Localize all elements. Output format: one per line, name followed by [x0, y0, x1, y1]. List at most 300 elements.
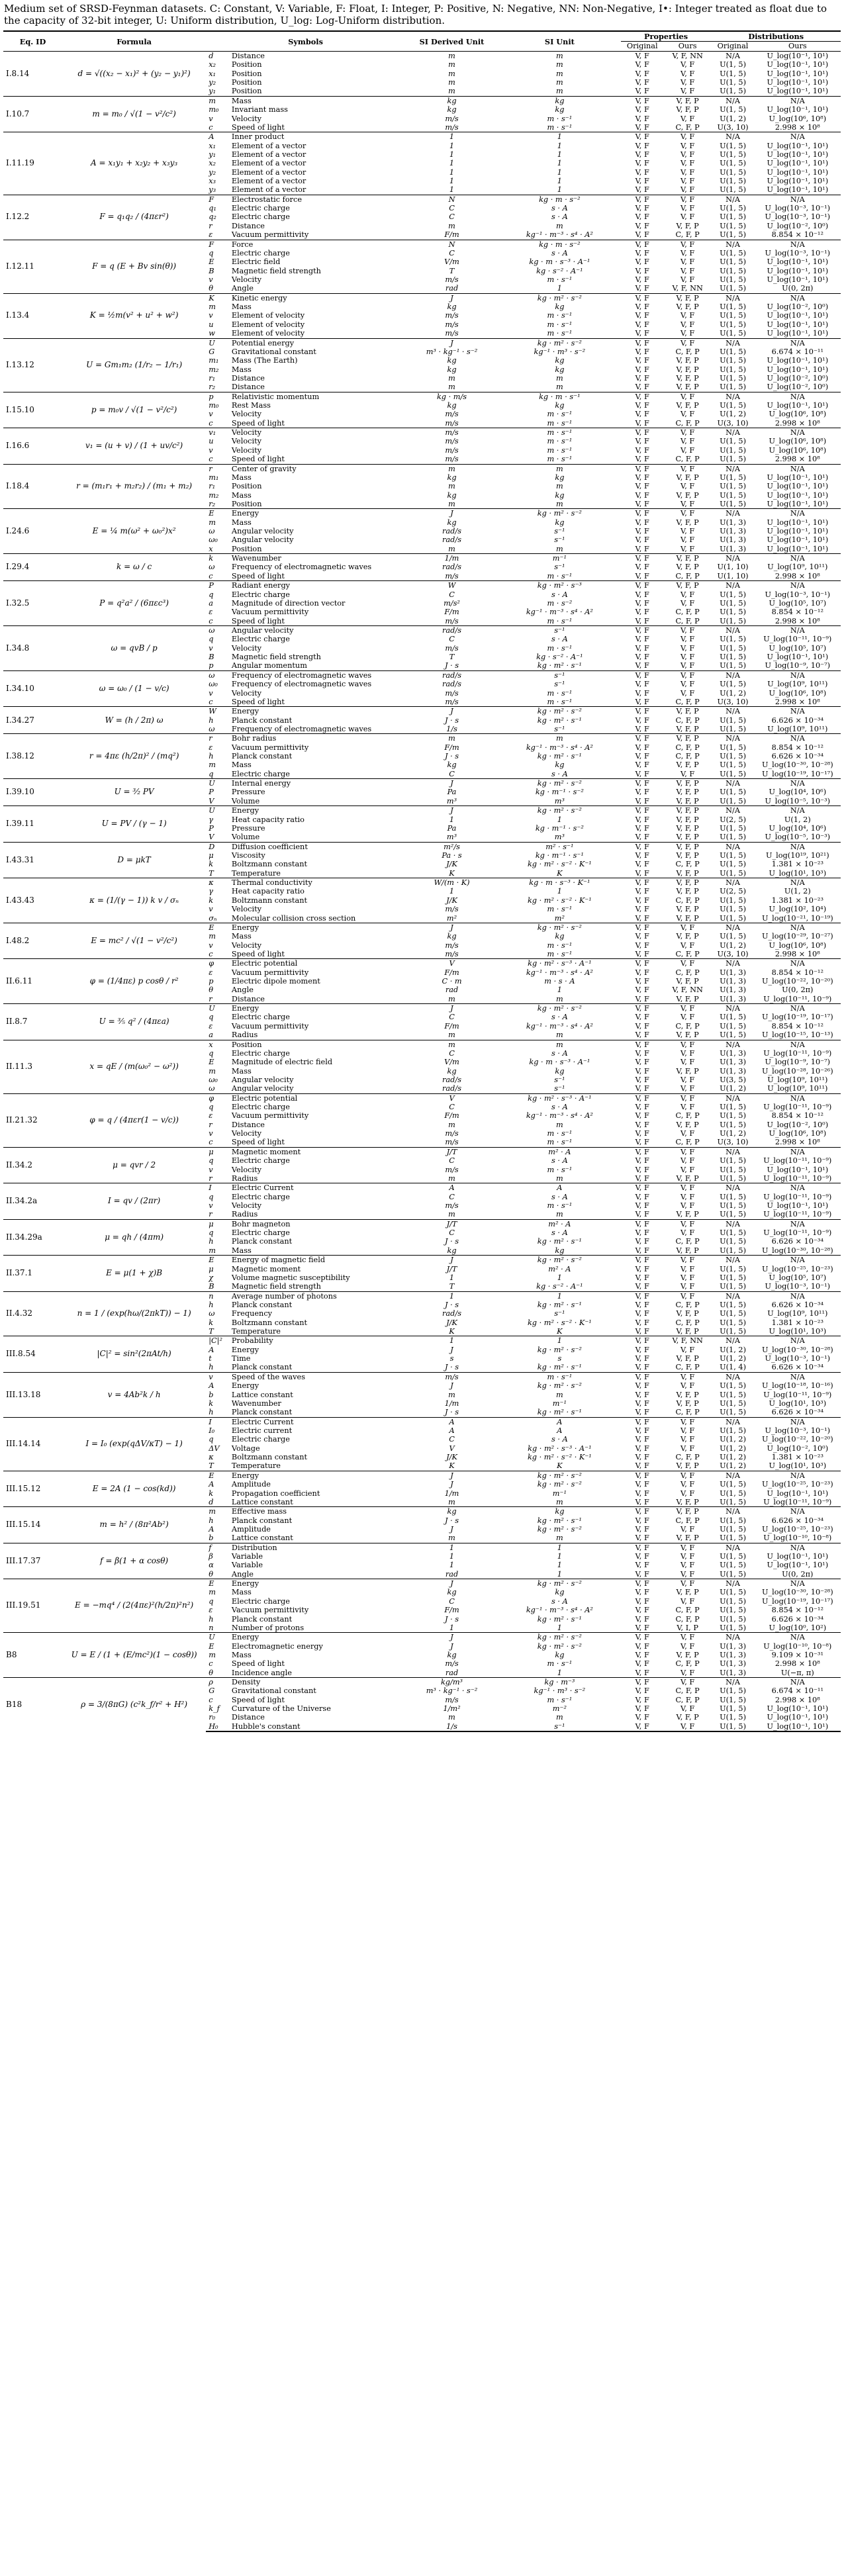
symbol: ω	[209, 724, 215, 733]
equation-id: II.34.2	[3, 1147, 62, 1183]
si-derived-unit: J/K	[446, 1318, 457, 1327]
si-derived-unit: J/K	[446, 896, 457, 905]
equation-group	[3, 779, 841, 806]
properties-original: V, F	[635, 1129, 649, 1138]
symbol: q	[209, 248, 214, 257]
symbol: c	[209, 697, 213, 706]
symbol-description: Distance	[231, 373, 265, 383]
distribution-ours: N/A	[755, 923, 841, 932]
si-unit: m⁻¹	[498, 554, 621, 563]
distribution-ours: N/A	[755, 959, 841, 968]
si-unit: m · s⁻¹	[547, 1129, 573, 1138]
symbol-description: Temperature	[231, 1461, 281, 1471]
distribution-ours: U_log(10⁻¹⁰, 10⁻⁸)	[763, 1641, 832, 1651]
equation-id: II.34.29a	[3, 1219, 62, 1255]
properties-original: V, F	[635, 544, 649, 553]
distribution-original: U(1, 5)	[720, 87, 746, 96]
si-unit: s · A	[551, 248, 568, 257]
properties-ours: V, F	[680, 535, 695, 545]
symbol: m₁	[209, 473, 219, 482]
distribution-ours: N/A	[755, 626, 841, 635]
si-unit: m	[556, 1120, 563, 1129]
properties-original: V, F	[635, 1156, 649, 1166]
table-row	[3, 1507, 841, 1516]
distribution-ours: U_log(10⁻³, 10⁻¹)	[765, 1282, 831, 1291]
distribution-ours: N/A	[755, 96, 841, 105]
table-header	[3, 31, 841, 52]
symbol: G	[209, 347, 215, 356]
symbol-description: Radiant energy	[229, 581, 405, 590]
properties-original: V, F	[635, 1588, 649, 1597]
si-unit: m²	[554, 913, 565, 923]
distribution-ours: U_log(10⁴, 10⁶)	[769, 788, 827, 797]
properties-original: V, F	[635, 635, 649, 644]
symbol: W	[206, 707, 229, 716]
properties-original: V, F	[621, 338, 664, 347]
si-derived-unit: m	[448, 69, 455, 78]
table-row	[3, 132, 841, 142]
si-unit: K	[557, 868, 563, 878]
properties-ours: C, F, P	[675, 743, 700, 752]
distribution-original: U(2, 5)	[720, 887, 746, 896]
distribution-ours: U_log(10⁻⁵, 10⁻³)	[765, 796, 831, 805]
distribution-original: U(1, 2)	[720, 114, 746, 123]
table-row	[3, 581, 841, 590]
si-derived-unit: m/s	[405, 428, 498, 437]
properties-ours: C, F, P	[675, 616, 700, 625]
si-derived-unit: F/m	[444, 743, 459, 752]
symbol: E	[206, 923, 229, 932]
si-unit: m · s⁻¹	[547, 1695, 573, 1704]
symbol-description: Electric current	[231, 1426, 293, 1435]
properties-ours: V, F, P	[676, 1461, 699, 1471]
properties-original: V, F	[621, 240, 664, 249]
equation-id: I.18.4	[3, 464, 62, 509]
properties-original: V, F	[621, 132, 664, 142]
distribution-original: N/A	[711, 1093, 754, 1103]
properties-original: V, F	[635, 1426, 649, 1435]
distribution-original: U(1, 5)	[720, 1210, 746, 1219]
equation-id: II.37.1	[3, 1256, 62, 1291]
distribution-ours: N/A	[755, 1543, 841, 1552]
distribution-original: U(1, 5)	[720, 1173, 746, 1183]
properties-original: V, F	[621, 554, 664, 563]
distribution-ours: U_log(10⁶, 10⁸)	[769, 1129, 827, 1138]
equation-id: I.13.12	[3, 338, 62, 392]
si-derived-unit: m/s	[445, 311, 459, 320]
si-derived-unit: J/K	[446, 1453, 457, 1462]
properties-ours: V, F	[680, 1704, 695, 1714]
si-derived-unit: V/m	[444, 1058, 459, 1067]
symbol: E	[209, 1058, 214, 1067]
distribution-original: U(1, 5)	[720, 823, 746, 833]
equation-group	[3, 959, 841, 1004]
distribution-ours: N/A	[755, 1579, 841, 1588]
distribution-ours: U_log(10⁹, 10¹¹)	[767, 1084, 828, 1093]
symbol-description: Volume magnetic susceptibility	[231, 1273, 350, 1282]
si-unit: kg · s⁻² · A⁻¹	[536, 266, 583, 275]
si-unit: kg · m² · s⁻³ · A⁻¹	[528, 1444, 592, 1453]
symbol: k	[209, 1489, 214, 1498]
si-derived-unit: rad	[445, 284, 459, 293]
properties-original: V, F	[635, 490, 649, 500]
properties-original: V, F	[621, 1633, 664, 1642]
properties-ours: V, F, P	[676, 977, 699, 986]
properties-original: V, F	[635, 1048, 649, 1058]
properties-original: V, F	[635, 1435, 649, 1444]
si-derived-unit: J · s	[444, 752, 459, 761]
si-unit: K	[557, 1327, 563, 1336]
properties-original: V, F	[635, 248, 649, 257]
distribution-original: U(1, 5)	[720, 1228, 746, 1238]
si-unit: kg · m² · s⁻² · K⁻¹	[527, 1453, 592, 1462]
symbol: γ	[209, 815, 213, 824]
properties-original: V, F	[621, 670, 664, 680]
symbol-description: Mass	[229, 96, 405, 105]
properties-original: V, F	[635, 1354, 649, 1363]
properties-ours: V, F	[664, 1291, 712, 1301]
properties-original: V, F	[635, 760, 649, 770]
properties-ours: V, F	[680, 1489, 695, 1498]
symbol: I	[206, 1417, 229, 1426]
symbol: A	[206, 132, 229, 142]
si-unit: m · s⁻¹	[547, 311, 573, 320]
si-unit: kg	[555, 1650, 565, 1659]
symbol: h	[209, 1408, 214, 1417]
properties-original: V, F	[621, 734, 664, 743]
symbol: r	[206, 734, 229, 743]
si-derived-unit: kg	[447, 473, 457, 482]
properties-ours: V, F	[680, 769, 695, 778]
si-unit: s · A	[551, 1192, 568, 1201]
si-unit: m	[556, 1210, 563, 1219]
equation-formula: v = 4Ab²k / h	[62, 1372, 206, 1417]
si-derived-unit: m	[448, 482, 455, 491]
equation-group	[3, 1543, 841, 1579]
symbol-description: Velocity	[231, 905, 262, 914]
si-unit: s · A	[551, 1228, 568, 1238]
si-derived-unit: 1/m	[444, 1489, 459, 1498]
properties-original: V, F	[635, 932, 649, 941]
distribution-original: U(1, 3)	[720, 1668, 746, 1677]
si-unit: m · s⁻¹	[547, 329, 573, 338]
si-unit: m² · s⁻¹	[498, 842, 621, 851]
properties-ours: V, F	[664, 1543, 712, 1552]
symbol-description: Lattice constant	[231, 1534, 293, 1543]
distribution-ours: U_log(10⁻¹¹, 10⁻⁹)	[763, 1390, 832, 1399]
properties-ours: C, F, P	[675, 1516, 700, 1525]
equation-group	[3, 1219, 841, 1255]
si-unit: m	[556, 499, 563, 508]
symbol-description: Distance	[231, 383, 265, 392]
si-unit: kg · m² · s⁻¹	[537, 1237, 582, 1246]
symbol-description: Radius	[231, 1210, 258, 1219]
symbol: θ	[209, 1668, 213, 1677]
equation-group	[3, 1633, 841, 1678]
distribution-ours: U_log(10⁻¹, 10¹)	[767, 311, 829, 320]
properties-original: V, F	[621, 779, 664, 788]
distribution-ours: N/A	[755, 1507, 841, 1516]
distribution-ours: U_log(10⁻¹, 10¹)	[767, 482, 829, 491]
symbol-description: Speed of light	[231, 949, 285, 958]
distribution-ours: 6.626 × 10⁻³⁴	[771, 1363, 823, 1372]
symbol-description: Energy	[229, 1633, 405, 1642]
table-row	[3, 707, 841, 716]
si-unit: m · s⁻¹	[547, 418, 573, 428]
header-si-derived-unit: SI Derived Unit	[405, 31, 498, 52]
equation-formula: I = qv / (2πr)	[62, 1183, 206, 1219]
si-unit: kg	[555, 1066, 565, 1076]
table-row	[3, 1678, 841, 1687]
properties-ours: C, F, P	[675, 122, 700, 132]
distribution-ours: U_log(10⁻¹⁸, 10⁻¹⁶)	[762, 1381, 833, 1391]
symbol-description: Mass	[231, 1650, 252, 1659]
properties-ours: V, F, P	[676, 373, 699, 383]
distribution-ours: 2.998 × 10⁸	[774, 455, 820, 464]
symbol: ε	[209, 1111, 213, 1121]
symbol: k	[209, 1399, 214, 1408]
distribution-ours: U_log(10⁻³, 10⁻¹)	[765, 212, 831, 222]
properties-original: V, F	[635, 320, 649, 329]
symbol: U	[206, 779, 229, 788]
si-unit: s⁻¹	[498, 670, 621, 680]
symbol-description: Velocity	[231, 275, 262, 284]
si-derived-unit: m	[448, 1497, 455, 1506]
symbol-description: Speed of light	[231, 697, 285, 706]
symbol-description: Position	[231, 482, 262, 491]
symbol-description: Mass	[231, 1246, 252, 1255]
properties-ours: V, F, P	[676, 868, 699, 878]
si-unit: m	[556, 69, 563, 78]
symbol-description: Boltzmann constant	[231, 860, 308, 869]
properties-ours: V, F	[664, 1040, 712, 1049]
properties-original: V, F	[635, 1264, 649, 1273]
distribution-original: U(1, 5)	[720, 490, 746, 500]
properties-original: V, F	[621, 806, 664, 815]
table-row	[3, 509, 841, 518]
distribution-original: U(1, 5)	[720, 590, 746, 599]
table-row	[3, 1579, 841, 1588]
properties-ours: V, F, P	[676, 851, 699, 860]
equation-group	[3, 293, 841, 338]
symbol: n	[206, 1291, 229, 1301]
distribution-original: N/A	[711, 293, 754, 302]
properties-original: V, F	[635, 590, 649, 599]
properties-original: V, F	[635, 266, 649, 275]
symbol: σₙ	[209, 913, 217, 923]
si-unit: m · s⁻¹	[547, 688, 573, 698]
si-derived-unit: m/s	[445, 905, 459, 914]
symbol: κ	[206, 878, 229, 888]
properties-ours: V, F	[680, 527, 695, 536]
properties-original: V, F	[621, 1147, 664, 1156]
properties-ours: V, F	[680, 1596, 695, 1606]
symbol-description: Angular momentum	[231, 661, 307, 670]
distribution-original: N/A	[711, 779, 754, 788]
si-unit: kg · m² · s⁻³ · A⁻¹	[498, 959, 621, 968]
distribution-original: U(1, 5)	[720, 1327, 746, 1336]
distribution-ours: U_log(10⁶, 10⁸)	[769, 114, 827, 123]
distribution-ours: U_log(10⁻¹, 10¹)	[767, 518, 829, 527]
properties-ours: V, F	[680, 1381, 695, 1391]
properties-ours: V, F	[680, 78, 695, 87]
properties-ours: V, F	[680, 1165, 695, 1174]
symbol-description: Speed of light	[231, 122, 285, 132]
equation-group	[3, 1291, 841, 1336]
si-unit: kg	[555, 760, 565, 770]
properties-ours: V, F, P	[664, 878, 712, 888]
si-derived-unit: 1	[405, 1291, 498, 1301]
distribution-original: U(1, 5)	[720, 383, 746, 392]
distribution-original: U(1, 3)	[720, 977, 746, 986]
distribution-ours: U_log(10⁻¹, 10¹)	[767, 499, 829, 508]
si-derived-unit: 1	[449, 150, 455, 159]
properties-original: V, F	[635, 1013, 649, 1022]
distribution-original: U(1, 5)	[720, 159, 746, 168]
symbol-description: Electric field	[231, 257, 281, 267]
distribution-original: U(1, 5)	[720, 105, 746, 115]
symbol-description: Element of velocity	[231, 320, 305, 329]
symbol-description: Radius	[231, 1173, 258, 1183]
properties-ours: V, F, P	[664, 842, 712, 851]
si-unit: m	[556, 383, 563, 392]
equation-id: B8	[3, 1633, 62, 1678]
symbol-description: Element of a vector	[231, 167, 306, 177]
distribution-original: U(1, 3)	[720, 968, 746, 977]
symbol: θ	[209, 284, 213, 293]
si-derived-unit: kg	[447, 365, 457, 374]
properties-ours: V, F, P	[664, 779, 712, 788]
properties-original: V, F	[635, 455, 649, 464]
distribution-ours: U_log(10⁻²⁹, 10⁻²⁷)	[762, 932, 833, 941]
symbol-description: Force	[229, 240, 405, 249]
si-derived-unit: rad/s	[442, 1309, 462, 1318]
distribution-original: U(1, 5)	[720, 347, 746, 356]
distribution-ours: U_log(10⁻¹, 10¹)	[767, 320, 829, 329]
distribution-original: U(1, 3)	[720, 1641, 746, 1651]
si-unit: kg · m² · s⁻²	[537, 1480, 582, 1489]
si-unit: kg · m² · s⁻² · K⁻¹	[527, 896, 592, 905]
distribution-ours: 1.381 × 10⁻²³	[771, 1453, 823, 1462]
si-derived-unit: C	[449, 1228, 455, 1238]
si-derived-unit: m/s	[445, 571, 459, 580]
si-derived-unit: F/m	[444, 608, 459, 617]
symbol: ΔV	[209, 1444, 220, 1453]
distribution-original: U(1, 5)	[720, 643, 746, 653]
properties-original: V, F	[621, 96, 664, 105]
distribution-original: U(1, 5)	[720, 788, 746, 797]
distribution-ours: N/A	[755, 1372, 841, 1381]
distribution-ours: U_log(10⁻¹⁹, 10⁻¹⁷)	[762, 1013, 833, 1022]
si-derived-unit: kg	[447, 932, 457, 941]
symbol-description: Element of velocity	[231, 311, 305, 320]
si-unit: s · A	[551, 1156, 568, 1166]
symbol: A	[209, 1381, 214, 1391]
properties-original: V, F	[635, 1561, 649, 1570]
symbol: r	[209, 221, 212, 230]
distribution-original: U(1, 3)	[720, 1058, 746, 1067]
symbol-description: Magnetic field strength	[231, 1282, 321, 1291]
symbol: |C|²	[206, 1336, 229, 1346]
equation-group	[3, 581, 841, 626]
table-row	[3, 428, 841, 437]
distribution-ours: U_log(10⁻⁹, 10⁻⁷)	[765, 661, 831, 670]
si-unit: m · s⁻¹	[547, 643, 573, 653]
distribution-original: U(1, 5)	[720, 221, 746, 230]
equation-id: II.4.32	[3, 1291, 62, 1336]
properties-ours: V, F, P	[676, 221, 699, 230]
distribution-ours: 8.854 × 10⁻¹²	[771, 608, 823, 617]
symbol: q	[209, 1192, 214, 1201]
properties-original: V, F	[635, 347, 649, 356]
si-unit: kg · m · s⁻²	[498, 195, 621, 204]
properties-ours: V, F	[664, 923, 712, 932]
properties-original: V, F	[635, 643, 649, 653]
distribution-ours: U_log(10⁻¹, 10¹)	[767, 266, 829, 275]
properties-original: V, F	[635, 410, 649, 419]
distribution-original: U(1, 5)	[720, 365, 746, 374]
distribution-original: U(1, 5)	[720, 1103, 746, 1112]
si-unit: s⁻¹	[554, 1084, 565, 1093]
si-unit: s⁻¹	[554, 724, 565, 733]
si-derived-unit: m/s	[445, 1165, 459, 1174]
distribution-ours: N/A	[755, 1336, 841, 1346]
symbol-description: Distance	[231, 1120, 265, 1129]
symbol-description: Mass	[231, 932, 252, 941]
properties-original: V, F	[635, 905, 649, 914]
symbol-description: Distance	[231, 994, 265, 1003]
distribution-original: N/A	[711, 509, 754, 518]
distribution-ours: N/A	[755, 806, 841, 815]
properties-original: V, F	[621, 1722, 664, 1731]
si-derived-unit: rad/s	[442, 535, 462, 545]
si-derived-unit: 1	[449, 167, 455, 177]
si-unit: kg	[555, 518, 565, 527]
equation-id: I.34.8	[3, 626, 62, 671]
properties-original: V, F	[621, 1219, 664, 1228]
properties-ours: C, F, P	[675, 896, 700, 905]
distribution-ours: U_log(10⁻¹¹, 10⁻⁹)	[763, 1156, 832, 1166]
symbol-description: Position	[231, 544, 262, 553]
distribution-original: N/A	[711, 626, 754, 635]
table-row	[3, 1219, 841, 1228]
distribution-ours: U(0, 2π)	[782, 1569, 814, 1579]
properties-ours: V, F, P	[676, 401, 699, 410]
distribution-ours: U_log(10⁻¹, 10¹)	[767, 365, 829, 374]
si-unit: m · s⁻¹	[547, 1201, 573, 1210]
si-unit: kg · m² · s⁻²	[498, 923, 621, 932]
si-derived-unit: J	[450, 1480, 453, 1489]
header-distributions-original: Original	[711, 42, 754, 52]
equation-id: III.15.14	[3, 1507, 62, 1543]
si-unit: kg · m² · s⁻¹	[537, 1363, 582, 1372]
distribution-ours: U_log(10⁻¹, 10¹)	[767, 78, 829, 87]
si-unit: kg · m⁻³	[498, 1678, 621, 1687]
si-unit: kg	[498, 96, 621, 105]
properties-ours: V, F, P	[676, 905, 699, 914]
properties-original: V, F	[635, 212, 649, 222]
properties-ours: V, F	[664, 1004, 712, 1013]
si-derived-unit: C	[449, 204, 455, 213]
properties-original: V, F	[635, 815, 649, 824]
symbol: α	[209, 1561, 214, 1570]
si-derived-unit: T	[449, 1282, 455, 1291]
symbol: x₂	[209, 159, 216, 168]
si-unit: kg · m² · s⁻²	[498, 338, 621, 347]
si-derived-unit: m	[448, 1173, 455, 1183]
si-unit: 1	[498, 1543, 621, 1552]
si-derived-unit: rad/s	[442, 1075, 462, 1084]
